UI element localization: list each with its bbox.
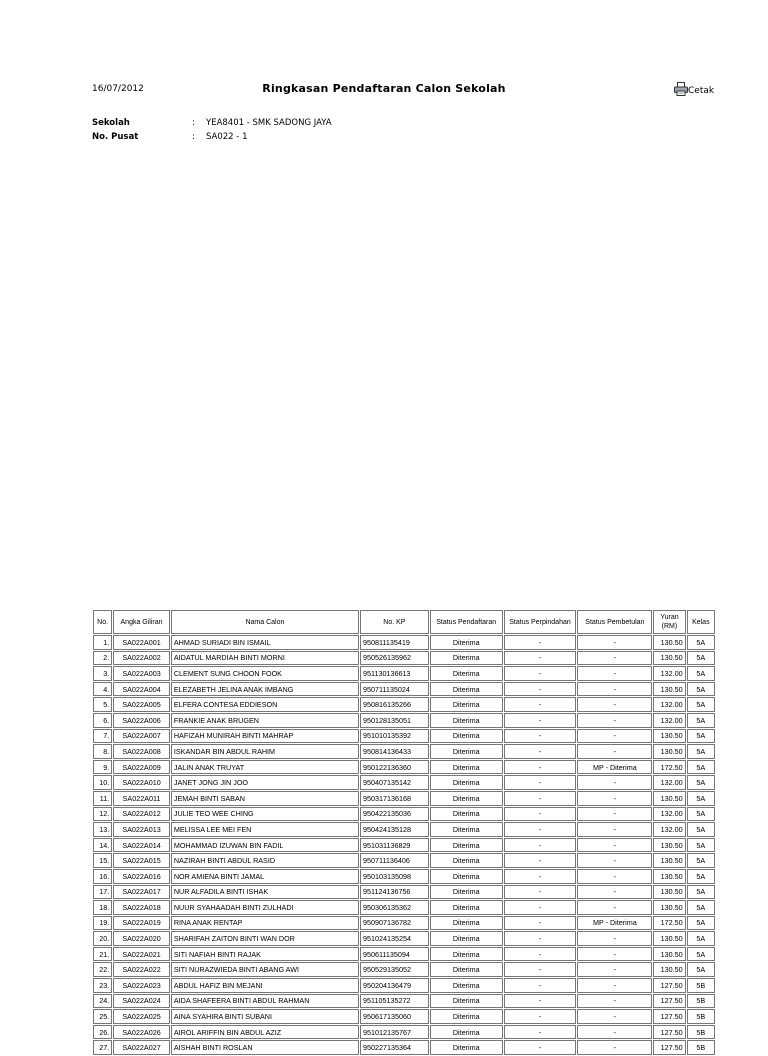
row-number: 25. (93, 1009, 112, 1024)
correction-status: - (577, 885, 652, 900)
transfer-status: - (504, 900, 577, 915)
row-number: 4. (93, 682, 112, 697)
fee-amount: 130.50 (653, 869, 685, 884)
row-number: 15. (93, 853, 112, 868)
row-number: 11. (93, 791, 112, 806)
table-row (93, 713, 715, 728)
class-name: 5A (687, 635, 715, 650)
correction-status: - (577, 994, 652, 1009)
row-number: 20. (93, 931, 112, 946)
exam-number: SA022A002 (113, 651, 170, 666)
fee-amount: 132.00 (653, 713, 685, 728)
fee-amount: 130.50 (653, 900, 685, 915)
exam-number: SA022A026 (113, 1025, 170, 1040)
row-number: 6. (93, 713, 112, 728)
registration-status: Diterima (430, 931, 503, 946)
ic-number: 950811135419 (360, 635, 429, 650)
correction-status: - (577, 666, 652, 681)
registration-status: Diterima (430, 947, 503, 962)
school-label: Sekolah (92, 118, 130, 128)
ic-number: 950422135036 (360, 807, 429, 822)
correction-status: - (577, 962, 652, 977)
table-row (93, 729, 715, 744)
class-name: 5A (687, 869, 715, 884)
fee-amount: 127.50 (653, 1009, 685, 1024)
exam-number: SA022A005 (113, 697, 170, 712)
ic-number: 951031136829 (360, 838, 429, 853)
class-name: 5B (687, 1040, 715, 1055)
row-number: 18. (93, 900, 112, 915)
row-number: 27. (93, 1040, 112, 1055)
registration-status: Diterima (430, 838, 503, 853)
candidate-name: AISHAH BINTI ROSLAN (171, 1040, 359, 1055)
candidate-name: MOHAMMAD IZUWAN BIN FADIL (171, 838, 359, 853)
row-number: 13. (93, 822, 112, 837)
transfer-status: - (504, 697, 577, 712)
ic-number: 950617135060 (360, 1009, 429, 1024)
row-number: 1. (93, 635, 112, 650)
candidate-name: NAZIRAH BINTI ABDUL RASID (171, 853, 359, 868)
class-name: 5A (687, 900, 715, 915)
table-row (93, 1040, 715, 1055)
center-label: No. Pusat (92, 132, 139, 142)
school-colon: : (192, 118, 195, 128)
fee-amount: 130.50 (653, 744, 685, 759)
fee-amount: 172.50 (653, 916, 685, 931)
registration-status: Diterima (430, 885, 503, 900)
table-header-row (93, 610, 715, 634)
fee-amount: 132.00 (653, 807, 685, 822)
transfer-status: - (504, 807, 577, 822)
ic-number: 950122136360 (360, 760, 429, 775)
registration-status: Diterima (430, 775, 503, 790)
fee-amount: 130.50 (653, 962, 685, 977)
candidate-name: JEMAH BINTI SABAN (171, 791, 359, 806)
registration-status: Diterima (430, 807, 503, 822)
fee-amount: 130.50 (653, 791, 685, 806)
transfer-status: - (504, 962, 577, 977)
candidate-name: AIDA SHAFEERA BINTI ABDUL RAHMAN (171, 994, 359, 1009)
class-name: 5B (687, 1009, 715, 1024)
correction-status: MP - Diterima (577, 916, 652, 931)
registration-status: Diterima (430, 900, 503, 915)
ic-number: 950529135052 (360, 962, 429, 977)
registration-status: Diterima (430, 869, 503, 884)
correction-status: - (577, 822, 652, 837)
ic-number: 950407135142 (360, 775, 429, 790)
registration-status: Diterima (430, 682, 503, 697)
candidate-name: FRANKIE ANAK BRUGEN (171, 713, 359, 728)
candidate-name: NUR ALFADILA BINTI ISHAK (171, 885, 359, 900)
col-header: No. KP (360, 610, 429, 634)
candidate-name: ISKANDAR BIN ABDUL RAHIM (171, 744, 359, 759)
class-name: 5B (687, 994, 715, 1009)
correction-status: - (577, 838, 652, 853)
correction-status: - (577, 1025, 652, 1040)
table-row (93, 885, 715, 900)
candidate-name: SHARIFAH ZAITON BINTI WAN DOR (171, 931, 359, 946)
exam-number: SA022A017 (113, 885, 170, 900)
print-button[interactable] (674, 82, 714, 96)
center-value: SA022 - 1 (206, 132, 248, 142)
transfer-status: - (504, 1040, 577, 1055)
candidate-name: AIDATUL MARDIAH BINTI MORNI (171, 651, 359, 666)
ic-number: 950128135051 (360, 713, 429, 728)
class-name: 5A (687, 931, 715, 946)
ic-number: 951024135254 (360, 931, 429, 946)
correction-status: - (577, 900, 652, 915)
correction-status: - (577, 635, 652, 650)
row-number: 24. (93, 994, 112, 1009)
registration-status: Diterima (430, 635, 503, 650)
class-name: 5A (687, 713, 715, 728)
exam-number: SA022A020 (113, 931, 170, 946)
correction-status: - (577, 853, 652, 868)
exam-number: SA022A021 (113, 947, 170, 962)
registration-status: Diterima (430, 791, 503, 806)
row-number: 23. (93, 978, 112, 993)
registration-status: Diterima (430, 729, 503, 744)
correction-status: - (577, 729, 652, 744)
exam-number: SA022A025 (113, 1009, 170, 1024)
transfer-status: - (504, 682, 577, 697)
fee-amount: 130.50 (653, 635, 685, 650)
table-row (93, 1009, 715, 1024)
correction-status: - (577, 869, 652, 884)
transfer-status: - (504, 651, 577, 666)
transfer-status: - (504, 978, 577, 993)
exam-number: SA022A014 (113, 838, 170, 853)
table-row (93, 916, 715, 931)
exam-number: SA022A004 (113, 682, 170, 697)
class-name: 5A (687, 744, 715, 759)
registration-table (92, 609, 716, 1056)
table-row (93, 1025, 715, 1040)
candidate-name: JANET JONG JIN JOO (171, 775, 359, 790)
ic-number: 950611135094 (360, 947, 429, 962)
ic-number: 950816135266 (360, 697, 429, 712)
fee-amount: 130.50 (653, 729, 685, 744)
fee-amount: 130.50 (653, 885, 685, 900)
col-header: Nama Calon (171, 610, 359, 634)
transfer-status: - (504, 1009, 577, 1024)
table-row (93, 978, 715, 993)
ic-number: 950306135362 (360, 900, 429, 915)
candidate-name: ELEZABETH JELINA ANAK IMBANG (171, 682, 359, 697)
col-header: Status Pendaftaran (430, 610, 503, 634)
ic-number: 950204136479 (360, 978, 429, 993)
class-name: 5B (687, 1025, 715, 1040)
registration-status: Diterima (430, 744, 503, 759)
correction-status: - (577, 744, 652, 759)
table-row (93, 900, 715, 915)
candidate-name: AINA SYAHIRA BINTI SUBANI (171, 1009, 359, 1024)
exam-number: SA022A009 (113, 760, 170, 775)
fee-amount: 130.50 (653, 682, 685, 697)
row-number: 2. (93, 651, 112, 666)
table-row (93, 666, 715, 681)
row-number: 22. (93, 962, 112, 977)
fee-amount: 127.50 (653, 994, 685, 1009)
table-row (93, 962, 715, 977)
row-number: 12. (93, 807, 112, 822)
row-number: 3. (93, 666, 112, 681)
table-row (93, 682, 715, 697)
exam-number: SA022A019 (113, 916, 170, 931)
candidate-name: ELFERA CONTESA EDDIESON (171, 697, 359, 712)
table-row (93, 635, 715, 650)
class-name: 5A (687, 916, 715, 931)
ic-number: 950711136406 (360, 853, 429, 868)
center-colon: : (192, 132, 195, 142)
correction-status: - (577, 978, 652, 993)
correction-status: - (577, 713, 652, 728)
correction-status: - (577, 947, 652, 962)
table-row (93, 651, 715, 666)
ic-number: 951130136613 (360, 666, 429, 681)
report-date: 16/07/2012 (92, 84, 144, 94)
registration-status: Diterima (430, 994, 503, 1009)
candidate-name: CLEMENT SUNG CHOON FOOK (171, 666, 359, 681)
class-name: 5A (687, 729, 715, 744)
transfer-status: - (504, 994, 577, 1009)
class-name: 5B (687, 978, 715, 993)
exam-number: SA022A007 (113, 729, 170, 744)
registration-status: Diterima (430, 978, 503, 993)
registration-status: Diterima (430, 916, 503, 931)
row-number: 10. (93, 775, 112, 790)
table-row (93, 697, 715, 712)
candidate-name: NOR AMIENA BINTI JAMAL (171, 869, 359, 884)
exam-number: SA022A006 (113, 713, 170, 728)
transfer-status: - (504, 869, 577, 884)
row-number: 14. (93, 838, 112, 853)
fee-amount: 127.50 (653, 1040, 685, 1055)
exam-number: SA022A024 (113, 994, 170, 1009)
correction-status: - (577, 791, 652, 806)
row-number: 7. (93, 729, 112, 744)
registration-status: Diterima (430, 651, 503, 666)
row-number: 5. (93, 697, 112, 712)
class-name: 5A (687, 682, 715, 697)
col-header: Angka Giliran (113, 610, 170, 634)
transfer-status: - (504, 744, 577, 759)
exam-number: SA022A013 (113, 822, 170, 837)
class-name: 5A (687, 775, 715, 790)
printer-icon (674, 82, 688, 96)
candidate-name: AHMAD SURIADI BIN ISMAIL (171, 635, 359, 650)
transfer-status: - (504, 635, 577, 650)
table-row (93, 931, 715, 946)
ic-number: 950103135098 (360, 869, 429, 884)
transfer-status: - (504, 947, 577, 962)
fee-amount: 132.00 (653, 775, 685, 790)
exam-number: SA022A001 (113, 635, 170, 650)
exam-number: SA022A023 (113, 978, 170, 993)
exam-number: SA022A003 (113, 666, 170, 681)
fee-amount: 127.50 (653, 978, 685, 993)
candidate-name: HAFIZAH MUNIRAH BINTI MAHRAP (171, 729, 359, 744)
class-name: 5A (687, 666, 715, 681)
table-row (93, 853, 715, 868)
col-header: Status Perpindahan (504, 610, 577, 634)
correction-status: - (577, 1009, 652, 1024)
transfer-status: - (504, 822, 577, 837)
candidate-name: RINA ANAK RENTAP (171, 916, 359, 931)
exam-number: SA022A011 (113, 791, 170, 806)
registration-status: Diterima (430, 713, 503, 728)
candidate-name: MELISSA LEE MEI FEN (171, 822, 359, 837)
school-value: YEA8401 - SMK SADONG JAYA (206, 118, 332, 128)
print-label: Cetak (688, 86, 715, 96)
transfer-status: - (504, 931, 577, 946)
registration-status: Diterima (430, 962, 503, 977)
transfer-status: - (504, 760, 577, 775)
registration-status: Diterima (430, 1025, 503, 1040)
table-row (93, 791, 715, 806)
fee-amount: 127.50 (653, 1025, 685, 1040)
table-row (93, 947, 715, 962)
class-name: 5A (687, 962, 715, 977)
row-number: 17. (93, 885, 112, 900)
table-row (93, 869, 715, 884)
transfer-status: - (504, 729, 577, 744)
registration-status: Diterima (430, 853, 503, 868)
fee-amount: 172.50 (653, 760, 685, 775)
table-row (93, 760, 715, 775)
registration-status: Diterima (430, 1040, 503, 1055)
candidate-name: SITI NAFIAH BINTI RAJAK (171, 947, 359, 962)
ic-number: 950526135962 (360, 651, 429, 666)
transfer-status: - (504, 791, 577, 806)
exam-number: SA022A022 (113, 962, 170, 977)
fee-amount: 130.50 (653, 931, 685, 946)
class-name: 5A (687, 822, 715, 837)
ic-number: 950814136433 (360, 744, 429, 759)
table-row (93, 838, 715, 853)
transfer-status: - (504, 916, 577, 931)
fee-amount: 130.50 (653, 651, 685, 666)
row-number: 9. (93, 760, 112, 775)
correction-status: - (577, 1040, 652, 1055)
table-row (93, 994, 715, 1009)
ic-number: 950424135128 (360, 822, 429, 837)
ic-number: 950227135364 (360, 1040, 429, 1055)
ic-number: 951012135767 (360, 1025, 429, 1040)
correction-status: - (577, 697, 652, 712)
ic-number: 951010135392 (360, 729, 429, 744)
ic-number: 951105135272 (360, 994, 429, 1009)
exam-number: SA022A016 (113, 869, 170, 884)
registration-status: Diterima (430, 760, 503, 775)
fee-amount: 132.00 (653, 697, 685, 712)
col-header: Kelas (687, 610, 715, 634)
exam-number: SA022A008 (113, 744, 170, 759)
table-row (93, 744, 715, 759)
candidate-name: AIROL ARIFFIN BIN ABDUL AZIZ (171, 1025, 359, 1040)
candidate-name: NUUR SYAHAADAH BINTI ZULHADI (171, 900, 359, 915)
class-name: 5A (687, 791, 715, 806)
class-name: 5A (687, 760, 715, 775)
row-number: 21. (93, 947, 112, 962)
exam-number: SA022A015 (113, 853, 170, 868)
exam-number: SA022A018 (113, 900, 170, 915)
correction-status: MP - Diterima (577, 760, 652, 775)
class-name: 5A (687, 885, 715, 900)
correction-status: - (577, 682, 652, 697)
candidate-name: SITI NURAZWIEDA BINTI ABANG AWI (171, 962, 359, 977)
class-name: 5A (687, 947, 715, 962)
registration-status: Diterima (430, 697, 503, 712)
correction-status: - (577, 775, 652, 790)
exam-number: SA022A012 (113, 807, 170, 822)
class-name: 5A (687, 838, 715, 853)
transfer-status: - (504, 885, 577, 900)
table-row (93, 822, 715, 837)
ic-number: 951124136756 (360, 885, 429, 900)
row-number: 19. (93, 916, 112, 931)
candidate-name: JALIN ANAK TRUYAT (171, 760, 359, 775)
candidate-name: JULIE TEO WEE CHING (171, 807, 359, 822)
ic-number: 950907136782 (360, 916, 429, 931)
transfer-status: - (504, 775, 577, 790)
row-number: 8. (93, 744, 112, 759)
transfer-status: - (504, 1025, 577, 1040)
registration-status: Diterima (430, 666, 503, 681)
col-header: Yuran (RM) (653, 610, 685, 634)
fee-amount: 132.00 (653, 822, 685, 837)
correction-status: - (577, 807, 652, 822)
fee-amount: 130.50 (653, 853, 685, 868)
fee-amount: 130.50 (653, 838, 685, 853)
table-row (93, 775, 715, 790)
ic-number: 950711135024 (360, 682, 429, 697)
page-title: Ringkasan Pendaftaran Calon Sekolah (262, 82, 506, 95)
transfer-status: - (504, 713, 577, 728)
row-number: 16. (93, 869, 112, 884)
exam-number: SA022A027 (113, 1040, 170, 1055)
ic-number: 950317136168 (360, 791, 429, 806)
fee-amount: 132.00 (653, 666, 685, 681)
candidate-name: ABDUL HAFIZ BIN MEJANI (171, 978, 359, 993)
transfer-status: - (504, 838, 577, 853)
registration-status: Diterima (430, 1009, 503, 1024)
table-row (93, 807, 715, 822)
exam-number: SA022A010 (113, 775, 170, 790)
correction-status: - (577, 651, 652, 666)
transfer-status: - (504, 853, 577, 868)
transfer-status: - (504, 666, 577, 681)
col-header: No. (93, 610, 112, 634)
class-name: 5A (687, 651, 715, 666)
row-number: 26. (93, 1025, 112, 1040)
class-name: 5A (687, 697, 715, 712)
registration-status: Diterima (430, 822, 503, 837)
correction-status: - (577, 931, 652, 946)
class-name: 5A (687, 807, 715, 822)
col-header: Status Pembetulan (577, 610, 652, 634)
class-name: 5A (687, 853, 715, 868)
fee-amount: 130.50 (653, 947, 685, 962)
